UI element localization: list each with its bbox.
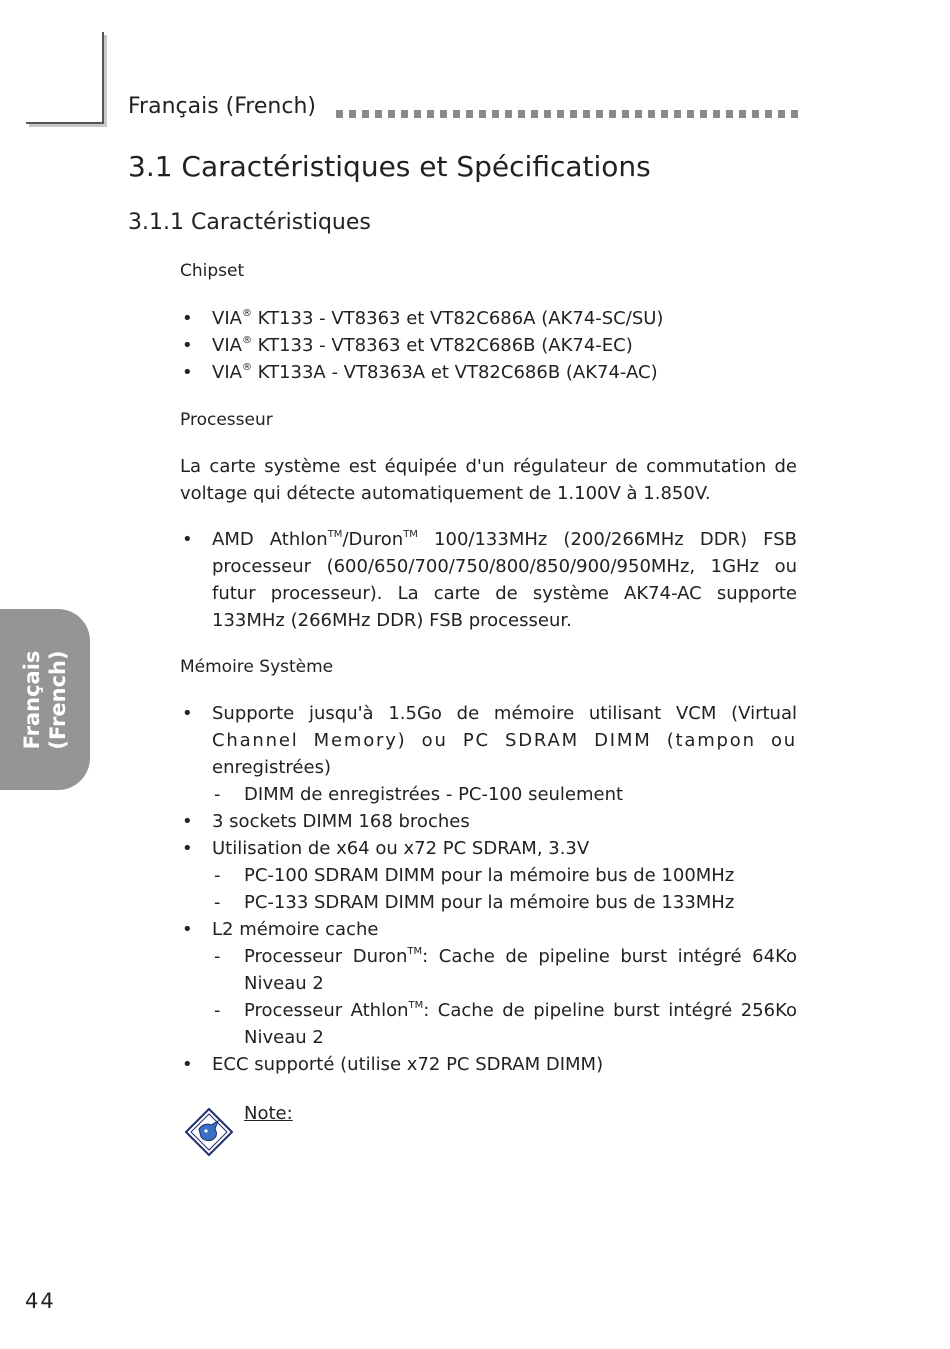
memory-sublist <box>212 943 797 1051</box>
processor-paragraph: La carte système est équipée d'un régulateur de commutation de voltage qui détecte automatiquement de 1.100V à 1.850V. <box>180 456 797 504</box>
subsection-title: 3.1.1 Caractéristiques <box>128 210 371 235</box>
chipset-list <box>180 305 797 386</box>
processor-heading: Processeur <box>180 410 273 430</box>
corner-frame-decoration <box>26 32 104 124</box>
list-item: • AMD Athlon™/Duron™ 100/133MHz (200/266MHz DDR) FSB processeur (600/650/700/750/800/850/900/950MHz, 1GHz ou futur processeur). La carte de système AK74-AC supporte 133MHz (266MHz DDR) FSB processeur. <box>180 526 797 634</box>
list-item: - PC-100 SDRAM DIMM pour la mémoire bus de 100MHz <box>212 862 797 889</box>
page-header-language: Français (French) <box>128 94 316 119</box>
list-item: • L2 mémoire cache - Processeur Duron™: Cache de pipeline burst intégré 64Ko Niveau 2 - Processeur Athlon™: Cache de pipeline burst intégré 256Ko Niveau 2 <box>180 916 797 1051</box>
list-item: - PC-133 SDRAM DIMM pour la mémoire bus de 133MHz <box>212 889 797 916</box>
chipset-heading: Chipset <box>180 261 245 281</box>
main-content <box>180 258 797 1078</box>
processor-list <box>180 526 797 634</box>
list-item: • VIA® KT133 - VT8363 et VT82C686B (AK74-EC) <box>180 332 797 359</box>
section-title: 3.1 Caractéristiques et Spécifications <box>128 150 651 183</box>
list-item: - DIMM de enregistrées - PC-100 seulement <box>212 781 797 808</box>
memory-sublist <box>212 862 797 916</box>
note-label: Note: <box>244 1103 293 1124</box>
page-number: 44 <box>25 1289 56 1313</box>
note-icon <box>184 1107 234 1157</box>
list-item: • 3 sockets DIMM 168 broches <box>180 808 797 835</box>
memory-sublist <box>212 781 797 808</box>
list-item: • VIA® KT133A - VT8363A et VT82C686B (AK74-AC) <box>180 359 797 386</box>
side-tab-label: Français (French) <box>20 650 70 750</box>
memory-heading: Mémoire Système <box>180 657 334 677</box>
list-item: - Processeur Duron™: Cache de pipeline burst intégré 64Ko Niveau 2 <box>212 943 797 997</box>
list-item: - Processeur Athlon™: Cache de pipeline burst intégré 256Ko Niveau 2 <box>212 997 797 1051</box>
list-item: • Utilisation de x64 ou x72 PC SDRAM, 3.3V - PC-100 SDRAM DIMM pour la mémoire bus de 100MHz - PC-133 SDRAM DIMM pour la mémoire bus de 133MHz <box>180 835 797 916</box>
list-item: • ECC supporté (utilise x72 PC SDRAM DIMM) <box>180 1051 797 1078</box>
list-item: • VIA® KT133 - VT8363 et VT82C686A (AK74-SC/SU) <box>180 305 797 332</box>
memory-list <box>180 700 797 1078</box>
list-item: • Supporte jusqu'à 1.5Go de mémoire utilisant VCM (Virtual Channel Memory) ou PC SDRAM DIMM (tampon ou enregistrées) - DIMM de enregistrées - PC-100 seulement <box>180 700 797 808</box>
header-dotted-rule <box>336 110 798 118</box>
